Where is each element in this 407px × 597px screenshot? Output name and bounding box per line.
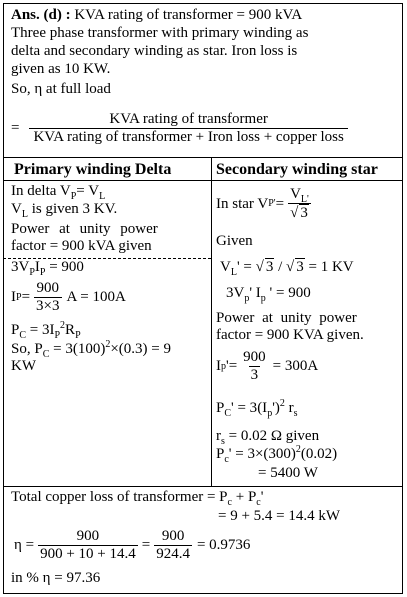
primary-current-formula: I P = $\frac{900}{3\times 3}$ A = 100A xyxy=(11,280,126,314)
intro-line-3: given as 10 KW. xyxy=(11,61,111,77)
answer-label: Ans. (d) : xyxy=(11,7,71,23)
primary-line-2: $V_L$ is given 3 KV. xyxy=(11,201,118,220)
efficiency-percent: in % η = 97.36 xyxy=(11,570,101,586)
secondary-current-fraction: $\frac{900}{3}$ xyxy=(243,349,266,383)
primary-loss-unit: KW xyxy=(11,358,36,374)
secondary-line-6: factor = 900 KVA given. xyxy=(216,327,364,343)
efficiency-fraction-1: $\frac{900}{900 + 10 + 14.4}$ xyxy=(40,528,136,562)
secondary-current-formula: I p '= $\frac{900}{3}$ = 300A xyxy=(216,349,319,383)
secondary-line-4: $3V_p'$ $I_p$ ' = 900 xyxy=(226,285,311,304)
primary-line-4: factor = 900 kVA given xyxy=(11,238,152,254)
intro-line-2: delta and secondary winding as star. Iron loss is xyxy=(11,43,298,59)
primary-heading: Primary winding Delta xyxy=(14,161,172,178)
divider-subheader xyxy=(3,180,403,181)
primary-line-1: In delta $V_P= V_L$ xyxy=(11,183,106,202)
secondary-line-1: In star V P' = $\frac{V_{L'}}{√ 3}$ xyxy=(216,186,309,221)
secondary-line-5: Power at unity power xyxy=(216,310,357,326)
secondary-loss-result: = 5400 W xyxy=(258,465,318,481)
secondary-loss-value: $P_c' = 3\times(300)^2(0.02)$ xyxy=(216,444,338,465)
secondary-line-3: $V_L'$ = √ 3 / √ 3 = 1 KV xyxy=(220,259,354,278)
efficiency-denominator: KVA rating of transformer + Iron loss + copper loss xyxy=(29,128,347,146)
total-loss-line: Total copper loss of transformer = $P_c + P_c'$ xyxy=(11,489,264,508)
primary-line-5: $3V_PI_P = 900$ xyxy=(11,259,84,278)
primary-loss-value: So, $P_C = 3(100)^2\times(0.3) = 9$ xyxy=(11,339,171,360)
secondary-heading: Secondary winding star xyxy=(216,161,378,178)
answer-line xyxy=(11,7,302,24)
secondary-resistance: $r_s = 0.02$ Ω given xyxy=(216,428,320,447)
total-loss-value: = 9 + 5.4 = 14.4 kW xyxy=(218,508,341,524)
efficiency-numerator: KVA rating of transformer xyxy=(109,111,268,127)
efficiency-result: η = $\frac{900}{900 + 10 + 14.4}$ = $\frac{900}{924.4}$ = 0.9736 xyxy=(14,528,251,562)
efficiency-formula xyxy=(11,111,348,146)
intro-line-1: Three phase transformer with primary winding as xyxy=(11,25,309,41)
star-voltage-fraction: $\frac{V_{L'}}{√ 3}$ xyxy=(290,186,309,221)
secondary-line-2: Given xyxy=(216,233,253,249)
primary-loss-formula: $P_C = 3I_P^2R_P$ xyxy=(11,320,81,341)
answer-text: KVA rating of transformer = 900 kVA xyxy=(74,7,303,23)
efficiency-fraction xyxy=(29,111,347,146)
primary-line-3: Power at unity power xyxy=(11,221,158,237)
divider-footer xyxy=(3,486,403,487)
formula-equals: = xyxy=(11,120,20,136)
efficiency-fraction-2: $\frac{900}{924.4}$ xyxy=(156,528,190,562)
intro-line-4: So, η at full load xyxy=(11,81,111,97)
divider-columns xyxy=(211,157,212,486)
divider-header xyxy=(3,157,403,158)
secondary-loss-formula: $P_C' = 3(I_p')^2$ $r_s$ xyxy=(216,398,298,419)
primary-current-fraction: $\frac{900}{3\times 3}$ xyxy=(36,280,60,314)
